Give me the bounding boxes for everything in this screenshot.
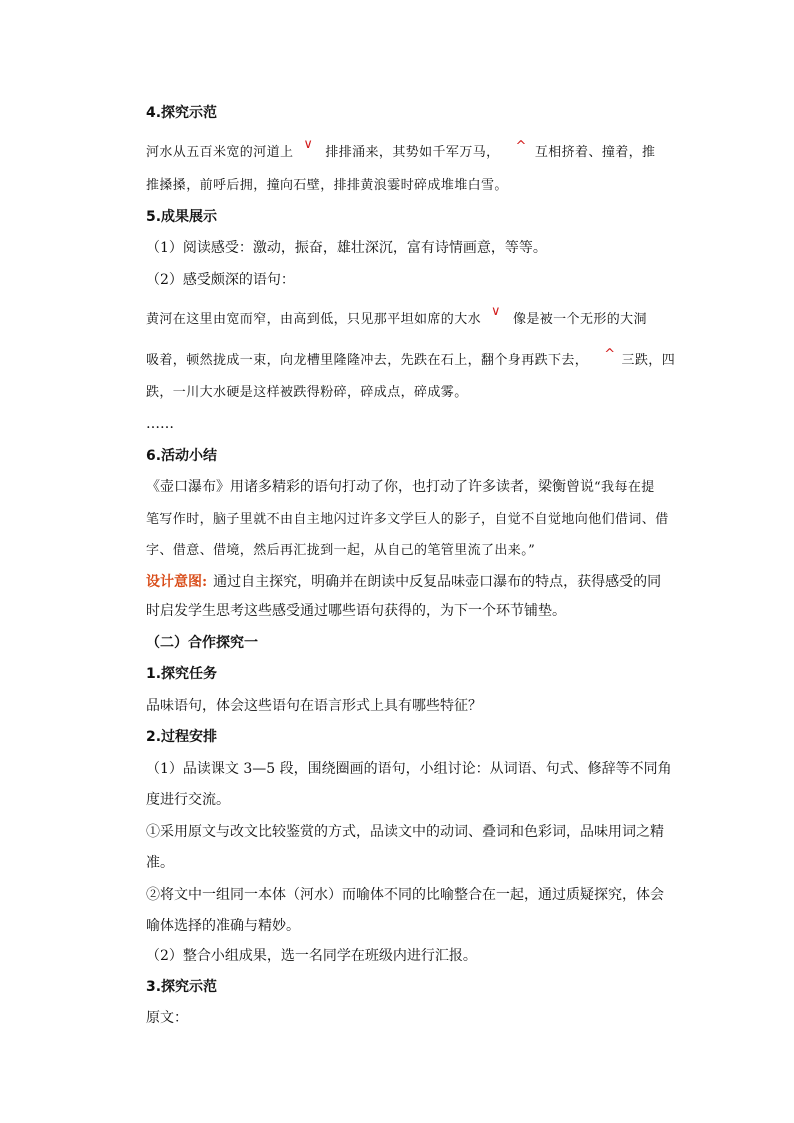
summary-text: 《壶口瀑布》用诸多精彩的语句打动了你，也打动了许多读者，梁衡曾说 bbox=[146, 479, 594, 495]
task-text: 品味语句，体会这些语句在语言形式上具有哪些特征？ bbox=[146, 698, 482, 714]
quote-line-1 bbox=[146, 304, 647, 330]
process-sub-2-line-2: 喻体选择的准确与精妙。 bbox=[146, 918, 300, 934]
section-4-title: 4.探究示范 bbox=[146, 105, 218, 121]
insert-mark-v: ∨ bbox=[303, 137, 314, 152]
demo-3-title: 3.探究示范 bbox=[146, 979, 218, 995]
example-paragraph-line-2: 推搡搡，前呼后拥，撞向石壁，排排黄浪霎时碎成堆堆白雪。 bbox=[146, 178, 508, 193]
summary-line-2: 笔写作时，脑子里就不由自主地闪过许多文学巨人的影子，自觉不自觉地向他们借词、借 bbox=[146, 512, 669, 527]
quote-text: 吸着，顿然拢成一束，向龙槽里隆隆冲去，先跌在石上，翻个身再跌下去， bbox=[146, 353, 589, 368]
summary-line-1 bbox=[146, 477, 655, 498]
process-sub-1-line-1: ①采用原文与改文比较鉴赏的方式，品读文中的动词、叠词和色彩词，品味用词之精 bbox=[146, 824, 664, 840]
process-sub-2-line-1: ②将文中一组同一本体（河水）而喻体不同的比喻整合在一起，通过质疑探究，体会 bbox=[146, 887, 664, 903]
ellipsis: …… bbox=[146, 416, 174, 432]
design-intent-line-1 bbox=[146, 572, 661, 592]
process-title: 2.过程安排 bbox=[146, 729, 218, 745]
example-text: 河水从五百米宽的河道上 bbox=[146, 145, 294, 160]
insert-mark-v: ∨ bbox=[491, 304, 501, 319]
process-1-line-2: 度进行交流。 bbox=[146, 792, 230, 808]
example-text: 互相挤着、撞着，推 bbox=[534, 145, 656, 160]
task-title: 1.探究任务 bbox=[146, 666, 218, 682]
section-6-title: 6.活动小结 bbox=[146, 448, 218, 464]
quote-line-3: 跌，一川大水硬是这样被跌得粉碎，碎成点，碎成雾。 bbox=[146, 385, 468, 400]
example-paragraph-line-1 bbox=[146, 137, 656, 163]
result-item-2: （2）感受颇深的语句： bbox=[146, 272, 295, 288]
design-intent-line-2: 时启发学生思考这些感受通过哪些语句获得的，为下一个环节铺垫。 bbox=[146, 603, 566, 619]
summary-line-3: 字、借意、借境，然后再汇拢到一起，从自己的笔管里流了出来。” bbox=[146, 543, 536, 558]
design-intent-text: 通过自主探究，明确并在朗读中反复品味壶口瀑布的特点，获得感受的同 bbox=[213, 574, 662, 590]
process-2: （2）整合小组成果，选一名同学在班级内进行汇报。 bbox=[146, 948, 477, 964]
quote-text: 三跌，四 bbox=[621, 353, 676, 368]
process-1-line-1: （1）品读课文 3—5 段，围绕圈画的语句，小组讨论：从词语、句式、修辞等不同角 bbox=[146, 761, 672, 777]
section-5-title: 5.成果展示 bbox=[146, 209, 218, 225]
example-text: 排排涌来，其势如千军万马， bbox=[325, 145, 500, 160]
process-sub-1-line-2: 准。 bbox=[146, 855, 174, 871]
quote-line-2 bbox=[146, 347, 676, 371]
original-text-label: 原文： bbox=[146, 1010, 188, 1026]
result-item-1: （1）阅读感受：激动，振奋，雄壮深沉，富有诗情画意，等等。 bbox=[146, 240, 547, 256]
quote-text: 像是被一个无形的大洞 bbox=[512, 312, 647, 327]
insert-mark-caret: ^ bbox=[604, 347, 616, 362]
summary-quote: “我每在提 bbox=[594, 480, 655, 495]
part-2-title: （二）合作探究一 bbox=[146, 635, 258, 651]
insert-mark-caret: ^ bbox=[515, 139, 527, 154]
design-intent-label: 设计意图: bbox=[146, 574, 208, 590]
quote-text: 黄河在这里由宽而窄，由高到低，只见那平坦如席的大水 bbox=[146, 312, 482, 327]
